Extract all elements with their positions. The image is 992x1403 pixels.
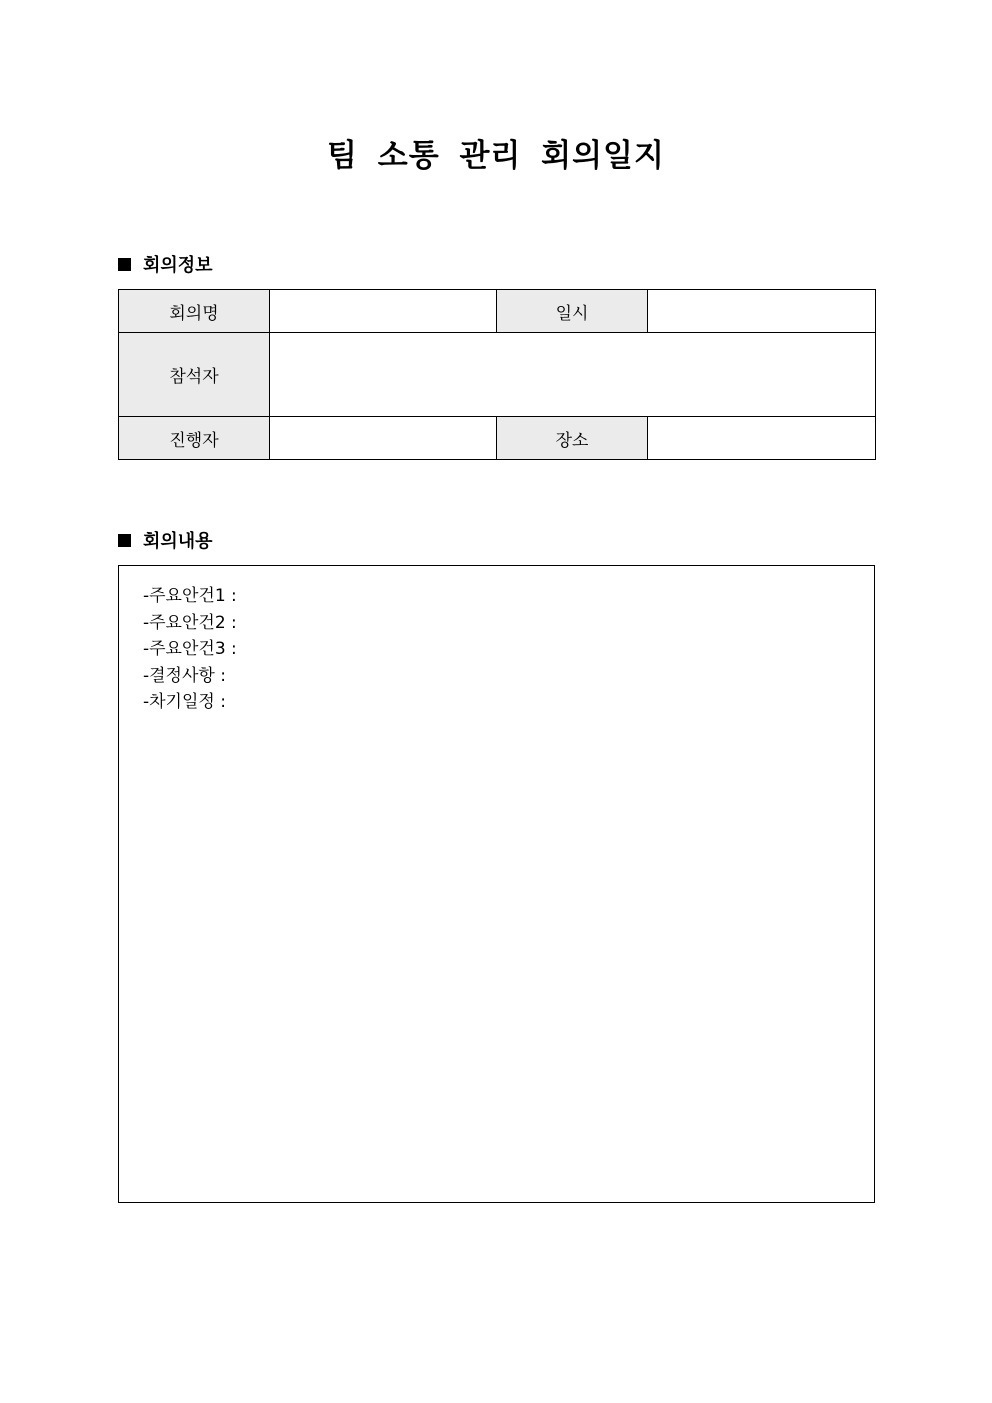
location-label: 장소	[497, 417, 648, 460]
black-square-icon	[118, 534, 131, 547]
facilitator-label: 진행자	[119, 417, 270, 460]
table-row	[119, 333, 876, 417]
table-row	[119, 290, 876, 333]
meeting-name-label: 회의명	[119, 290, 270, 333]
section-heading-meeting-content	[118, 527, 213, 553]
content-line-agenda-2: -주요안건2 :	[143, 612, 237, 633]
attendees-label: 참석자	[119, 333, 270, 417]
content-line-next-schedule: -차기일정 :	[143, 692, 226, 713]
meeting-content-lines	[143, 583, 237, 716]
section-heading-label: 회의내용	[143, 531, 213, 552]
black-square-icon	[118, 258, 131, 271]
facilitator-field[interactable]	[270, 417, 497, 460]
section-heading-label: 회의정보	[143, 255, 213, 276]
content-line-agenda-1: -주요안건1 :	[143, 586, 237, 606]
meeting-name-field[interactable]	[270, 290, 497, 333]
content-line-decisions: -결정사항 :	[143, 665, 226, 686]
section-heading-meeting-info	[118, 251, 213, 277]
table-row	[119, 417, 876, 460]
content-line-agenda-3: -주요안건3 :	[143, 639, 237, 660]
meeting-info-table	[118, 289, 876, 460]
attendees-field[interactable]	[270, 333, 876, 417]
location-field[interactable]	[648, 417, 876, 460]
document-title: 팀 소통 관리 회의일지	[327, 138, 665, 174]
datetime-label: 일시	[497, 290, 648, 333]
datetime-field[interactable]	[648, 290, 876, 333]
